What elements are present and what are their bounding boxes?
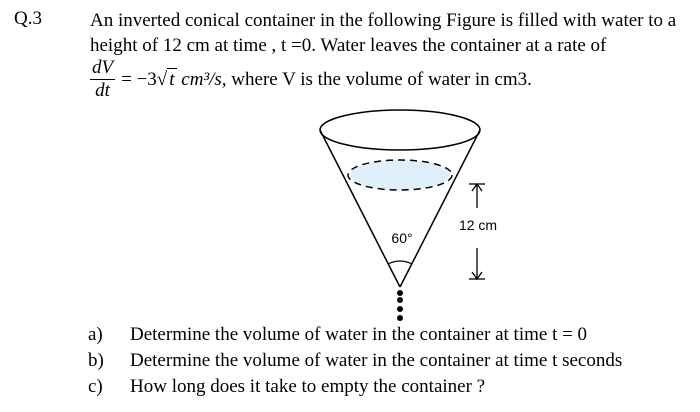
radical-sign-icon: √ bbox=[156, 68, 168, 90]
equation-equals: = −3 bbox=[121, 68, 157, 90]
fraction-denominator: dt bbox=[95, 80, 110, 101]
part-text: Determine the volume of water in the container at time t = 0 bbox=[130, 324, 588, 345]
question-line-1: An inverted conical container in the following Figure is filled with water to a bbox=[90, 10, 677, 31]
equation-tail: where V is the volume of water in cm3. bbox=[226, 68, 532, 90]
equation-units: cm³/s, bbox=[176, 68, 227, 90]
rate-equation bbox=[90, 58, 532, 101]
drip-dot bbox=[397, 297, 403, 303]
part-a bbox=[88, 322, 622, 348]
radicand: t bbox=[169, 68, 175, 90]
height-label: 12 cm bbox=[458, 217, 498, 233]
drip-dot bbox=[397, 290, 403, 296]
square-root bbox=[157, 69, 177, 91]
fraction-numerator: dV bbox=[92, 57, 114, 78]
apex-angle-arc bbox=[388, 261, 412, 264]
part-text: How long does it take to empty the container ? bbox=[130, 376, 486, 397]
question-parts bbox=[88, 322, 622, 400]
part-label: b) bbox=[88, 350, 104, 371]
question-number: Q.3 bbox=[14, 8, 42, 29]
question-line-2: height of 12 cm at time , t =0. Water leaves the container at a rate of bbox=[90, 35, 607, 56]
angle-label: 60° bbox=[391, 230, 413, 246]
part-label: a) bbox=[88, 324, 103, 345]
equation-rhs bbox=[121, 69, 532, 91]
part-c bbox=[88, 374, 622, 400]
cone-figure bbox=[300, 100, 520, 325]
drip-dot bbox=[397, 315, 403, 321]
cone-rim bbox=[320, 110, 480, 150]
part-text: Determine the volume of water in the container at time t seconds bbox=[130, 350, 623, 371]
part-b bbox=[88, 348, 622, 374]
question-stem bbox=[90, 8, 695, 58]
derivative-fraction bbox=[90, 58, 115, 101]
part-label: c) bbox=[88, 376, 103, 397]
drip-dot bbox=[397, 306, 403, 312]
